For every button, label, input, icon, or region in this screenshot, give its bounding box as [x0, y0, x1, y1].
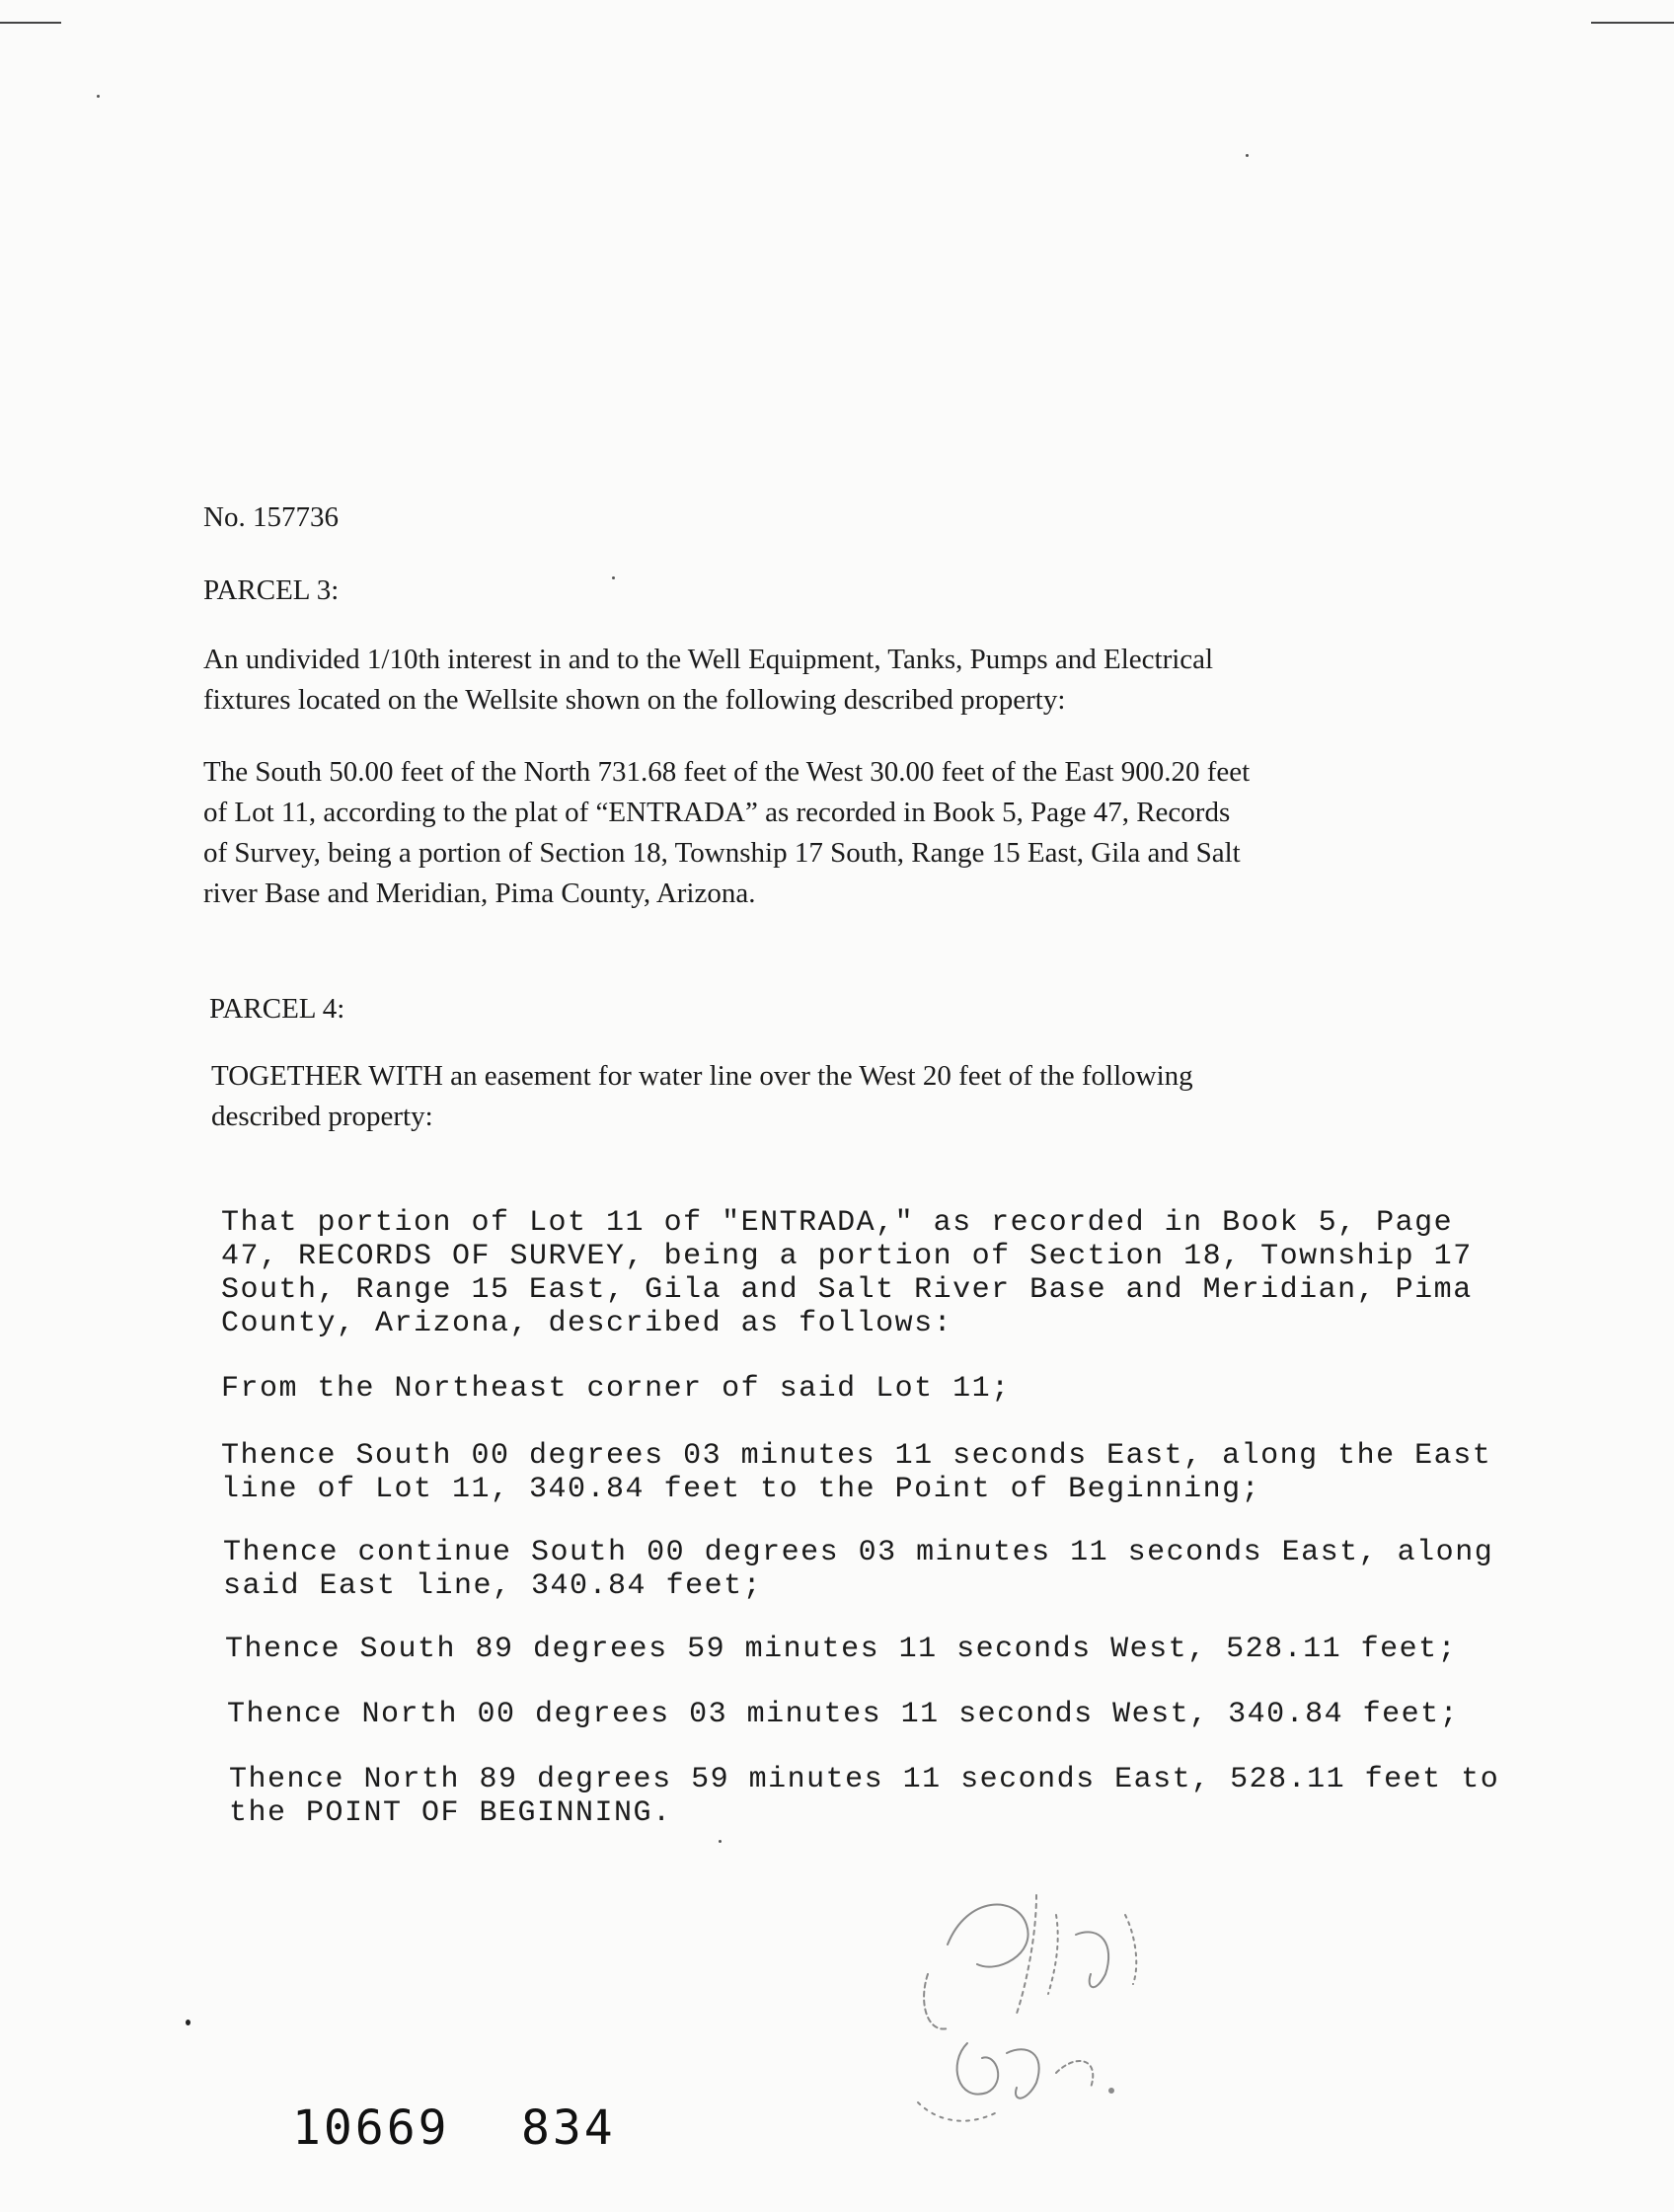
legal-description-paragraph: From the Northeast corner of said Lot 11; — [221, 1372, 1011, 1406]
recording-page-number: 834 — [521, 2100, 616, 2156]
parcel-3-heading: PARCEL 3: — [203, 574, 340, 606]
scan-speck — [186, 2020, 190, 2025]
legal-description-paragraph: That portion of Lot 11 of "ENTRADA," as recorded in Book 5, Page 47, RECORDS OF SURVEY, being a portion of Section 18, Township 17 South, Range 15 East, Gila and Salt River Base and Meridian, Pima County, Arizona, described as follows: — [221, 1206, 1473, 1340]
scan-speck — [1246, 154, 1249, 157]
parcel-3-description: The South 50.00 feet of the North 731.68 feet of the West 30.00 feet of the East 900.20 feet of Lot 11, according to the plat of “ENTRADA” as recorded in Book 5, Page 47, Records of Survey, being a portion of Section 18, Township 17 South, Range 15 East, Gila and Salt river Base and Meridian, Pima County, Arizona. — [203, 756, 1251, 909]
legal-description-paragraph: Thence South 00 degrees 03 minutes 11 seconds East, along the East line of Lot 11, 340.84 feet to the Point of Beginning; — [221, 1439, 1492, 1506]
scan-edge-rule — [0, 22, 61, 24]
legal-description-paragraph: Thence North 00 degrees 03 minutes 11 seconds West, 340.84 feet; — [227, 1698, 1460, 1731]
document-number: No. 157736 — [203, 501, 339, 533]
handwritten-signature — [888, 1856, 1214, 2152]
parcel-4-heading: PARCEL 4: — [209, 993, 345, 1025]
legal-description-paragraph: Thence continue South 00 degrees 03 minutes 11 seconds East, along said East line, 340.84 feet; — [223, 1536, 1494, 1603]
scan-edge-rule — [1591, 22, 1674, 24]
parcel-3-intro: An undivided 1/10th interest in and to the Well Equipment, Tanks, Pumps and Electrical fixtures located on the Wellsite shown on the following described property: — [203, 644, 1214, 716]
legal-description-paragraph: Thence North 89 degrees 59 minutes 11 seconds East, 528.11 feet to the POINT OF BEGINNING. — [229, 1763, 1500, 1830]
parcel-4-intro: TOGETHER WITH an easement for water line over the West 20 feet of the following described property: — [211, 1060, 1193, 1132]
legal-description-paragraph: Thence South 89 degrees 59 minutes 11 seconds West, 528.11 feet; — [225, 1633, 1458, 1666]
recording-book-number: 10669 — [292, 2100, 450, 2156]
scan-speck — [97, 95, 100, 98]
scan-speck — [719, 1840, 722, 1843]
